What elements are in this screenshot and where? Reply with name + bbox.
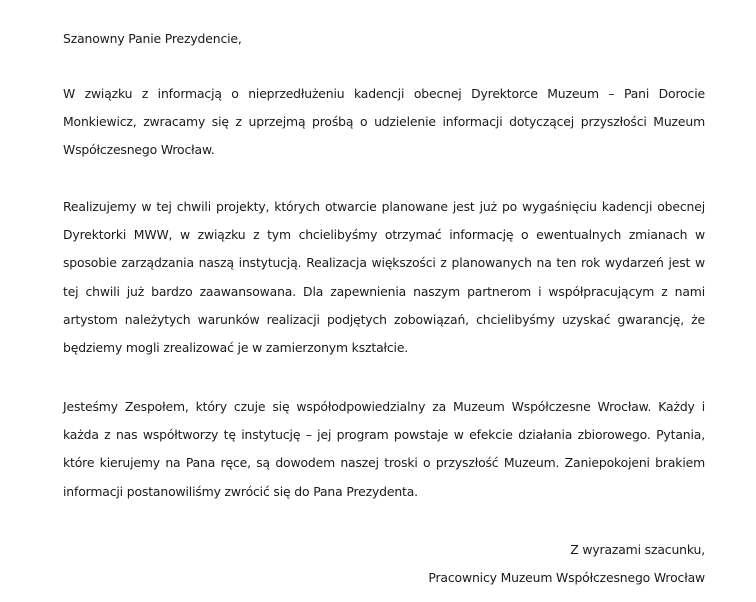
letter-paragraph-1: W związku z informacją o nieprzedłużeniu kadencji obecnej Dyrektorce Muzeum – Pani Dorocie Monkiewicz, zwracamy się z uprzejmą prośbą o udzielenie informacji dotyczącej przyszłości Muzeum Współczesnego Wrocław.: [63, 86, 705, 158]
letter-paragraph-3: Jesteśmy Zespołem, który czuje się współodpowiedzialny za Muzeum Współczesne Wrocław. Każdy i każda z nas współtworzy tę instytucję – jej program powstaje w efekcie działania zbiorowego. Pytania, które kierujemy na Pana ręce, są dowodem naszej troski o przyszłość Muzeum. Zaniepokojeni brakiem informacji postanowiliśmy zwrócić się do Pana Prezydenta.: [63, 399, 705, 499]
letter-greeting: Szanowny Panie Prezydencie,: [63, 31, 242, 46]
letter-signature: Pracownicy Muzeum Współczesnego Wrocław: [428, 570, 705, 585]
letter-paragraph-2: Realizujemy w tej chwili projekty, których otwarcie planowane jest już po wygaśnięciu kadencji obecnej Dyrektorki MWW, w związku z tym chcielibyśmy otrzymać informację o ewentualnych zmianach w sposobie zarządzania naszą instytucją. Realizacja większości z planowanych na ten rok wydarzeń jest w tej chwili już bardzo zaawansowana. Dla zapewnienia naszym partnerom i współpracującym z nami artystom należytych warunków realizacji podjętych zobowiązań, chcielibyśmy uzyskać gwarancję, że będziemy mogli zrealizować je w zamierzonym kształcie.: [63, 199, 705, 356]
letter-closing: Z wyrazami szacunku,: [570, 542, 705, 557]
